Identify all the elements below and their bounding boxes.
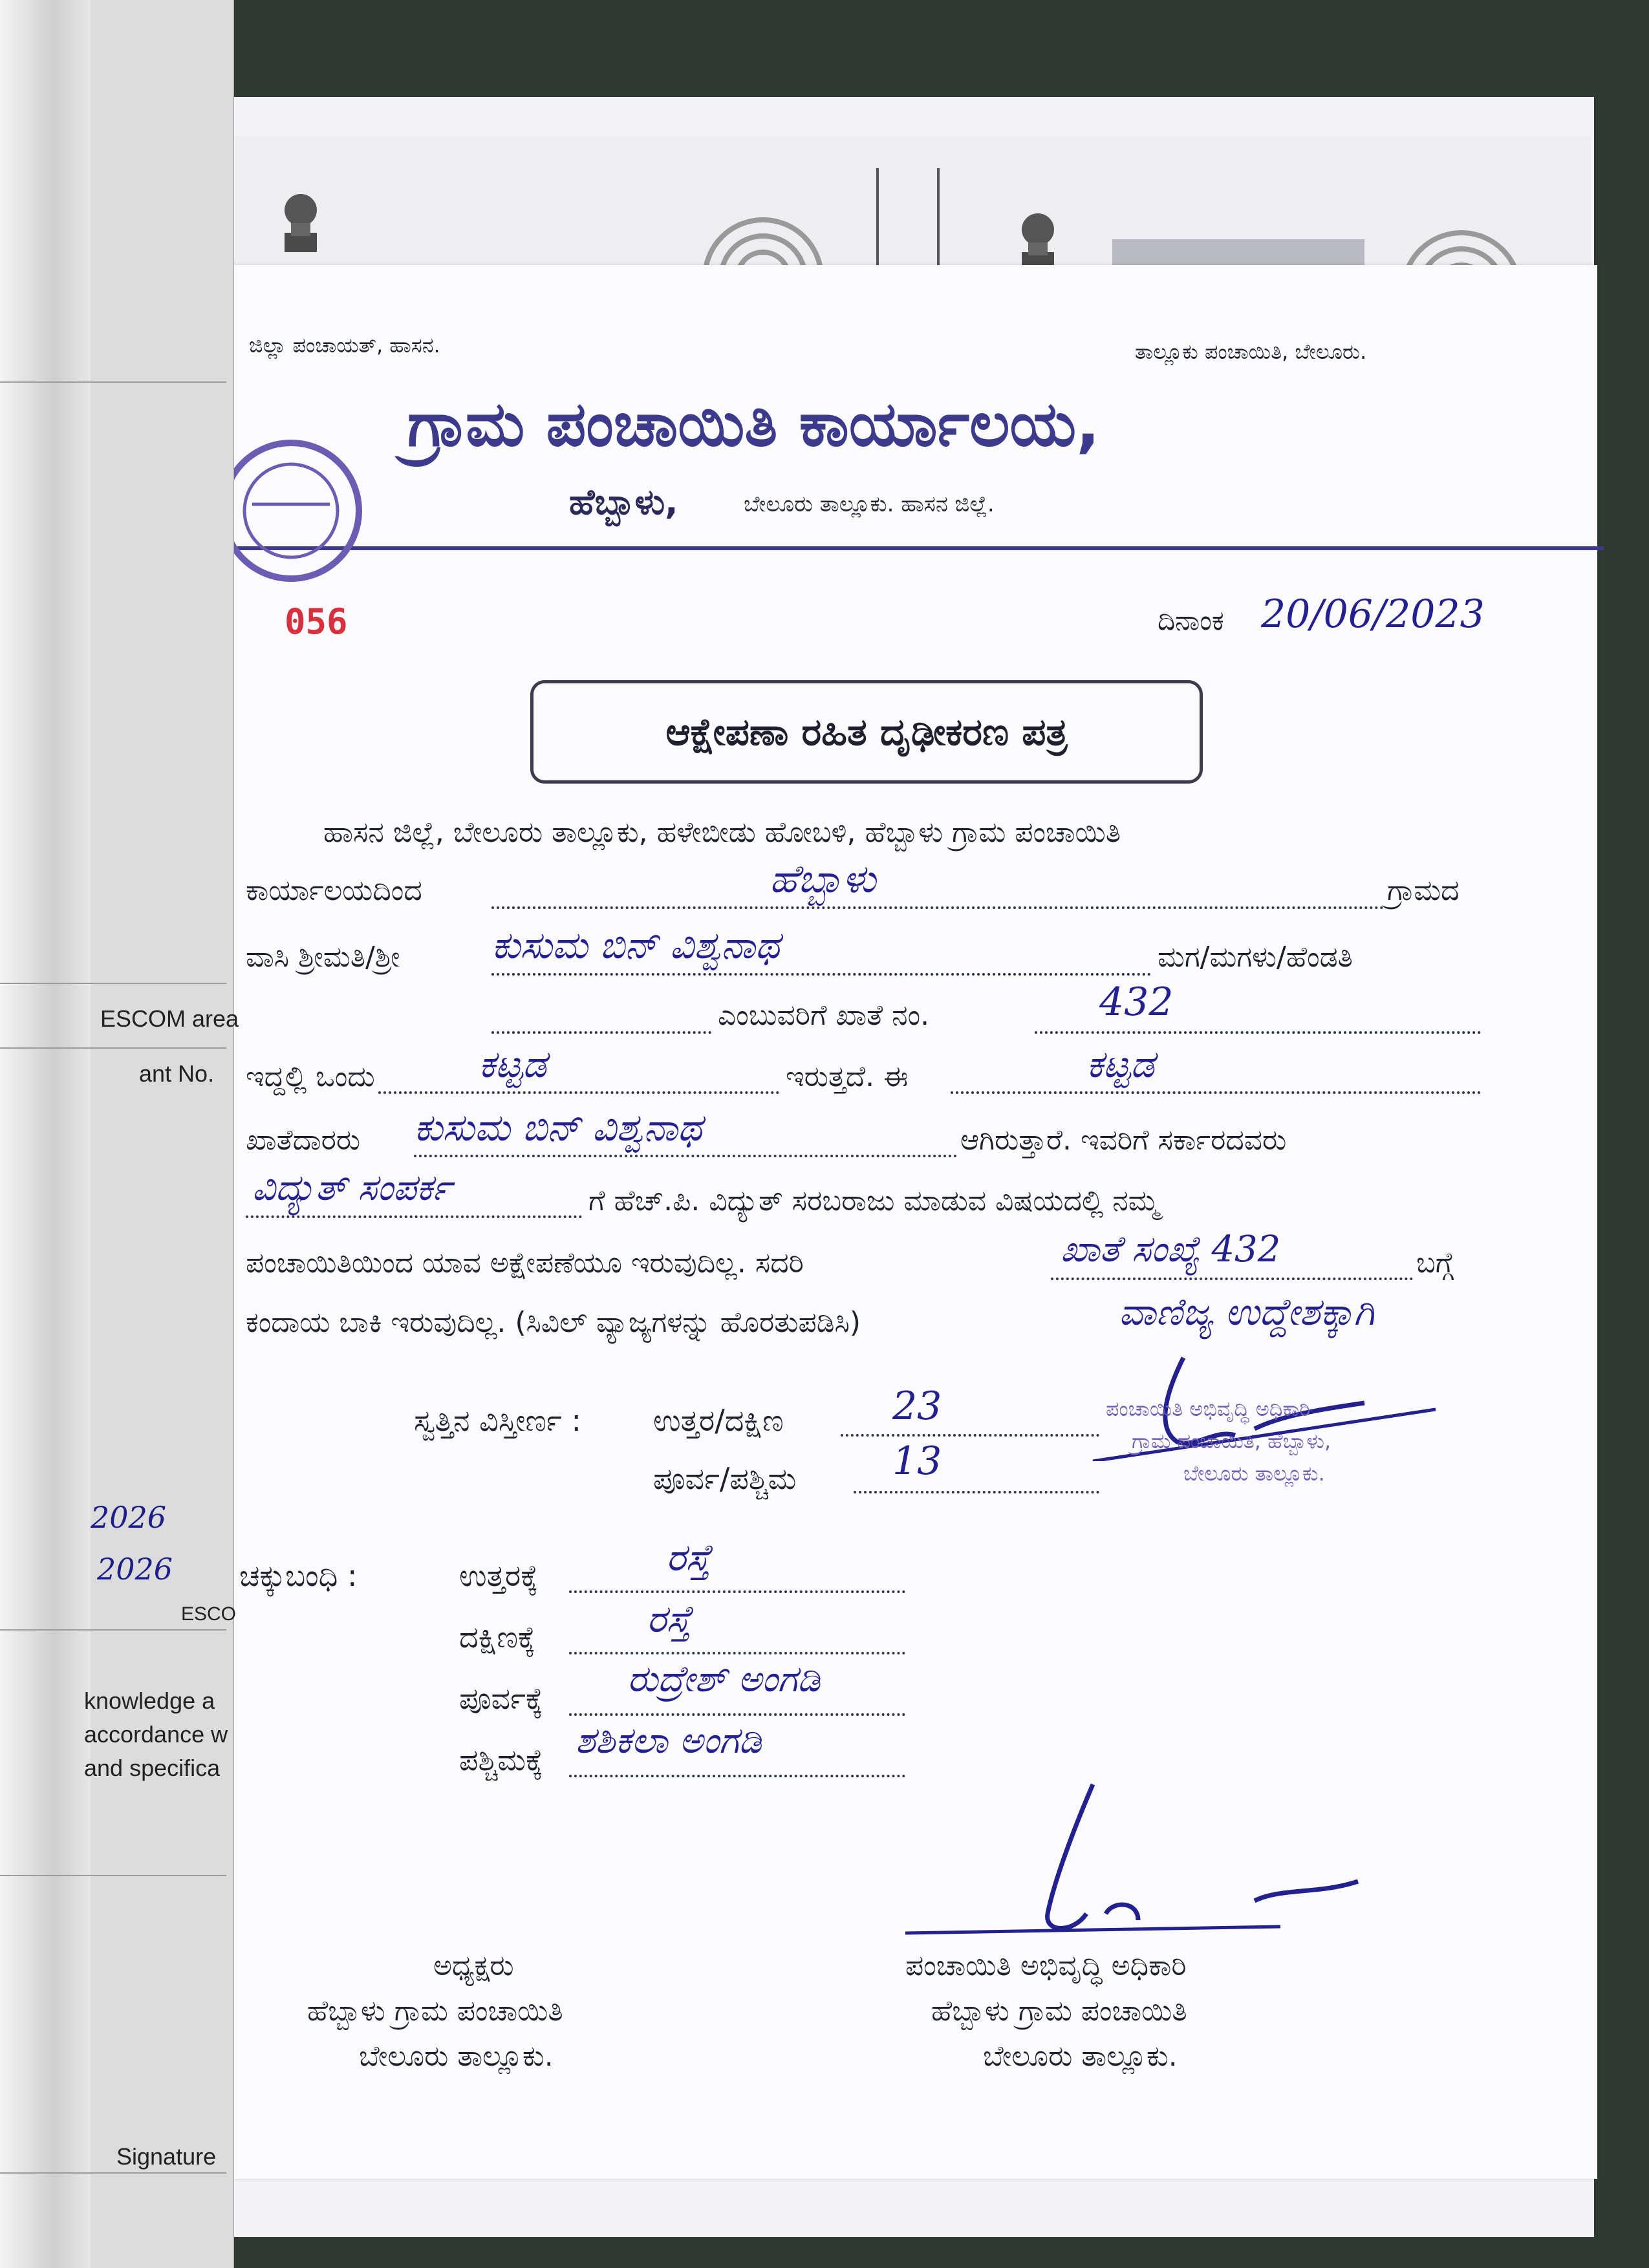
- pdo-taluk: ಬೇಲೂರು ತಾಲ್ಲೂಕು.: [983, 2040, 1178, 2073]
- fill-line: [951, 1091, 1481, 1094]
- fill-line: [569, 1775, 905, 1777]
- divider: [0, 2172, 226, 2174]
- fill-line: [491, 1031, 711, 1034]
- stamp-pdo-title: ಪಂಚಾಯಿತಿ ಅಭಿವೃದ್ಧಿ ಅಧಿಕಾರಿ: [1106, 1396, 1311, 1421]
- binder-handwritten: 2026: [97, 1552, 173, 1587]
- pdo-panchayat: ಹೆಬ್ಬಾಳು ಗ್ರಾಮ ಪಂಚಾಯಿತಿ: [931, 1995, 1187, 2027]
- pdo-title: ಪಂಚಾಯಿತಿ ಅಭಿವೃದ್ಧಿ ಅಧಿಕಾರಿ: [905, 1949, 1187, 1982]
- ew-value: 13: [892, 1439, 942, 1484]
- president-title: ಅಧ್ಯಕ್ಷರು: [433, 1949, 514, 1982]
- divider: [0, 1629, 226, 1631]
- usage-purpose: ವಾಣಿಜ್ಯ ಉದ್ದೇಶಕ್ಕಾಗಿ: [1119, 1290, 1375, 1334]
- west-label: ಪಶ್ಚಿಮಕ್ಕೆ: [459, 1742, 543, 1777]
- body-line-6-prefix: ಖಾತೆದಾರರು: [246, 1124, 361, 1157]
- body-line-3-prefix: ವಾಸಿ ಶ್ರೀಮತಿ/ಶ್ರೀ: [246, 941, 400, 974]
- divider: [0, 983, 226, 984]
- binder-text: ESCOM area: [100, 1005, 239, 1032]
- west-value: ಶಶಿಕಲಾ ಅಂಗಡಿ: [576, 1720, 762, 1762]
- khata-number: 432: [1099, 979, 1174, 1025]
- document-title-box: [530, 680, 1203, 784]
- property-type: ಕಟ್ಟಡ: [479, 1042, 547, 1086]
- header-left-office: ಜಿಲ್ಲಾ ಪಂಚಾಯತ್, ಹಾಸನ.: [249, 333, 440, 358]
- fill-line: [569, 1652, 905, 1654]
- dimensions-label: ಸ್ವತ್ತಿನ ವಿಸ್ತೀರ್ಣ :: [414, 1403, 581, 1438]
- binder-text: knowledge a: [84, 1687, 215, 1714]
- fill-line: [491, 906, 1384, 909]
- body-line-1: ಹಾಸನ ಜಿಲ್ಲೆ, ಬೇಲೂರು ತಾಲ್ಲೂಕು, ಹಳೇಬೀಡು ಹೋಬಳಿ, ಹೆಬ್ಬಾಳು ಗ್ರಾಮ ಪಂಚಾಯಿತಿ: [323, 816, 1121, 849]
- office-title: ಗ್ರಾಮ ಪಂಚಾಯಿತಿ ಕಾರ್ಯಾಲಯ,: [407, 388, 1100, 460]
- round-seal-stamp: [213, 394, 369, 627]
- fill-line: [246, 1215, 582, 1218]
- holder-name: ಕುಸುಮ ಬಿನ್ ವಿಶ್ವನಾಥ: [491, 923, 780, 967]
- binder-handwritten: 2026: [91, 1500, 167, 1535]
- fill-line: [569, 1590, 905, 1593]
- east-value: ರುದ್ರೇಶ್ ಅಂಗಡಿ: [627, 1658, 821, 1700]
- fill-line: [841, 1434, 1099, 1437]
- body-line-6-suffix: ಆಗಿರುತ್ತಾರೆ. ಇವರಿಗೆ ಸರ್ಕಾರದವರು: [960, 1124, 1287, 1157]
- office-place: ಹೆಬ್ಬಾಳು,: [569, 482, 678, 522]
- body-line-8-prefix: ಪಂಚಾಯಿತಿಯಿಂದ ಯಾವ ಅಕ್ಷೇಪಣೆಯೂ ಇರುವುದಿಲ್ಲ. ಸದರಿ: [246, 1246, 804, 1279]
- body-line-4-text: ಎಂಬುವರಿಗೆ ಖಾತೆ ನಂ.: [718, 999, 930, 1032]
- fill-line: [854, 1491, 1099, 1493]
- binder-text: ESCO: [181, 1603, 237, 1625]
- boundaries-label: ಚಕ್ಕುಬಂಧಿ :: [239, 1558, 358, 1593]
- fill-line: [414, 1155, 957, 1157]
- body-line-5-prefix: ಇದ್ದಲ್ಲಿ ಒಂದು: [246, 1060, 375, 1093]
- body-line-3-suffix: ಮಗ/ಮಗಳು/ಹೆಂಡತಿ: [1158, 941, 1353, 974]
- emblem-icon: [272, 187, 330, 259]
- office-place-sub: ಬೇಲೂರು ತಾಲ್ಲೂಕು. ಹಾಸನ ಜಿಲ್ಲೆ.: [744, 491, 995, 517]
- body-line-5-mid: ಇರುತ್ತದೆ. ಈ: [786, 1060, 909, 1093]
- president-panchayat: ಹೆಬ್ಬಾಳು ಗ್ರಾಮ ಪಂಚಾಯಿತಿ: [307, 1995, 563, 2027]
- body-line-9-text: ಕಂದಾಯ ಬಾಕಿ ಇರುವುದಿಲ್ಲ. (ಸಿವಿಲ್ ವ್ಯಾಜ್ಯಗಳನ್ನು ಹೊರತುಪಡಿಸಿ): [246, 1306, 861, 1339]
- president-taluk: ಬೇಲೂರು ತಾಲ್ಲೂಕು.: [359, 2040, 554, 2073]
- south-value: ರಸ್ತೆ: [647, 1597, 691, 1641]
- redaction-bar: [1112, 239, 1364, 265]
- ew-label: ಪೂರ್ವ/ಪಶ್ಚಿಮ: [653, 1461, 797, 1496]
- binder-text: ant No.: [139, 1060, 215, 1087]
- binder-text: accordance w: [84, 1721, 228, 1748]
- binder-fold: [0, 0, 91, 2268]
- fill-line: [569, 1713, 905, 1716]
- body-line-8-suffix: ಬಗ್ಗೆ: [1416, 1246, 1454, 1279]
- fill-line: [491, 973, 1151, 976]
- body-line-2-prefix: ಕಾರ್ಯಾಲಯದಿಂದ: [246, 874, 422, 907]
- ns-value: 23: [892, 1384, 942, 1429]
- khata-reference: ಖಾತೆ ಸಂಖ್ಯೆ 432: [1061, 1228, 1281, 1270]
- header-rule: [233, 546, 1604, 550]
- body-line-2-suffix: ಗ್ರಾಮದ: [1387, 874, 1460, 907]
- north-label: ಉತ್ತರಕ್ಕೆ: [459, 1558, 539, 1593]
- south-label: ದಕ್ಷಿಣಕ್ಕೆ: [459, 1620, 535, 1654]
- stamp-pdo-taluk: ಬೇಲೂರು ತಾಲ್ಲೂಕು.: [1183, 1461, 1325, 1486]
- date-label: ದಿನಾಂಕ: [1158, 604, 1224, 636]
- east-label: ಪೂರ್ವಕ್ಕೆ: [459, 1681, 543, 1716]
- document-title: ಆಕ್ಷೇಪಣಾ ರಹಿತ ದೃಢೀಕರಣ ಪತ್ರ: [665, 709, 1068, 754]
- divider: [0, 1047, 226, 1049]
- connection-purpose: ವಿದ್ಯುತ್ ಸಂಪರ್ಕ: [252, 1167, 452, 1209]
- fill-line: [1051, 1278, 1413, 1280]
- pdo-signature: [892, 1771, 1423, 1965]
- serial-number: 056: [285, 601, 348, 642]
- ns-label: ಉತ್ತರ/ದಕ್ಷಿಣ: [653, 1403, 784, 1438]
- binder-text: Signature: [116, 2143, 217, 2170]
- fill-line: [1035, 1031, 1481, 1034]
- divider: [0, 1875, 226, 1876]
- account-holder: ಕುಸುಮ ಬಿನ್ ವಿಶ್ವನಾಥ: [414, 1106, 702, 1150]
- date-value: 20/06/2023: [1261, 592, 1485, 637]
- property-type-2: ಕಟ್ಟಡ: [1086, 1042, 1155, 1086]
- fill-line: [378, 1091, 779, 1094]
- header-right-office: ತಾಲ್ಲೂಕು ಪಂಚಾಯಿತಿ, ಬೇಲೂರು.: [1135, 339, 1367, 364]
- divider: [0, 381, 226, 383]
- binder-text: and specifica: [84, 1755, 221, 1781]
- north-value: ರಸ್ತೆ: [666, 1535, 711, 1579]
- village-name: ಹೆಬ್ಬಾಳು: [770, 857, 876, 902]
- stamp-pdo-place: ಗ್ರಾಮ ಪಂಚಾಯಿತಿ, ಹೆಬ್ಬಾಳು,: [1132, 1429, 1331, 1453]
- body-line-7-suffix: ಗೆ ಹೆಚ್.ಪಿ. ವಿದ್ಯುತ್ ಸರಬರಾಜು ಮಾಡುವ ವಿಷಯದಲ್ಲಿ ನಮ್ಮ: [588, 1184, 1159, 1217]
